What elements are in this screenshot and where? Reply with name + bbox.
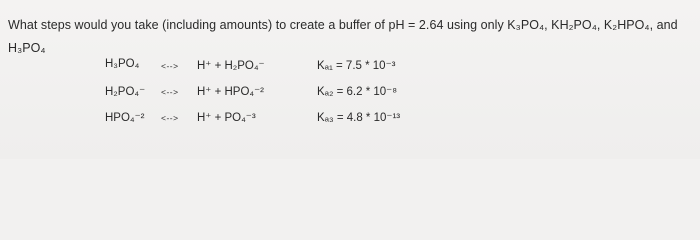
equilibrium-row-3 (105, 110, 625, 134)
dissociation-constant: Kₐ₂ = 6.2 * 10⁻⁸ (317, 86, 398, 98)
dissociation-constant: Kₐ₃ = 4.8 * 10⁻¹³ (317, 112, 401, 124)
products: H⁺ + HPO₄⁻² (197, 86, 264, 98)
reactant: H₃PO₄ (105, 58, 140, 70)
question-line-1: What steps would you take (including amounts) to create a buffer of pH = 2.64 using only K₃PO₄, KH₂PO₄, K₂HPO₄, and (8, 18, 678, 32)
products: H⁺ + H₂PO₄⁻ (197, 60, 265, 72)
equilibrium-arrow: <--> (161, 113, 179, 123)
products: H⁺ + PO₄⁻³ (197, 112, 256, 124)
question-text (8, 14, 698, 60)
reactant: HPO₄⁻² (105, 112, 145, 124)
equilibrium-arrow: <--> (161, 87, 179, 97)
equilibrium-arrow: <--> (161, 61, 179, 71)
question-line-2: H₃PO₄ (8, 41, 46, 55)
dissociation-constant: Kₐ₁ = 7.5 * 10⁻³ (317, 60, 396, 72)
reactant: H₂PO₄⁻ (105, 86, 146, 98)
equilibrium-row-1 (105, 58, 625, 82)
equilibrium-row-2 (105, 84, 625, 108)
